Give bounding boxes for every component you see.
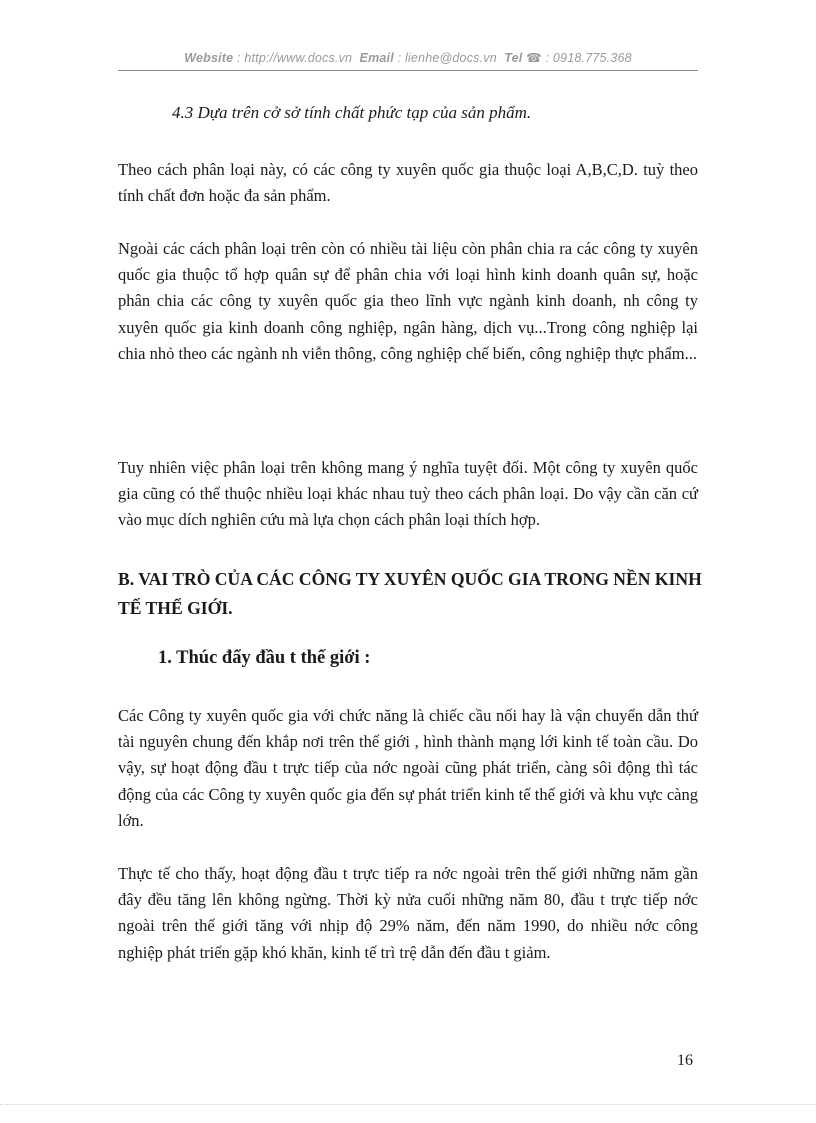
page-header: [0, 50, 816, 65]
tel-label: Tel: [504, 51, 523, 65]
page-bottom-border: [0, 1104, 816, 1105]
header-divider: [118, 70, 698, 71]
website-value: : http://www.docs.vn: [237, 51, 353, 65]
tel-value: ☎ : 0918.775.368: [526, 51, 632, 65]
subsection-title: 1. Thúc đẩy đầu t thế giới :: [158, 648, 371, 668]
section-title: B. VAI TRÒ CỦA CÁC CÔNG TY XUYÊN QUỐC GIA TRONG NỀN KINH TẾ THẾ GIỚI.: [118, 569, 702, 618]
paragraph: Theo cách phân loại này, có các công ty xuyên quốc gia thuộc loại A,B,C,D. tuỳ theo tính chất đơn hoặc đa sản phẩm.: [118, 160, 698, 206]
paragraph: Các Công ty xuyên quốc gia với chức năng là chiếc cầu nối hay là vận chuyển dẫn thứ tài nguyên chung đến khắp nơi trên thế giới , hình thành mạng lới kinh tế toàn cầu. Do vậy, sự hoạt động đầu t trực tiếp của nớc ngoài cũng phát triển, càng sôi động thì tác động của các Công ty xuyên quốc gia đến sự phát triển kinh tế thế giới và khu vực càng lớn.: [118, 706, 698, 830]
email-value: : lienhe@docs.vn: [397, 51, 497, 65]
paragraph: Thực tế cho thấy, hoạt động đầu t trực tiếp ra nớc ngoài trên thế giới những năm gần đây đều tăng lên không ngừng. Thời kỳ nửa cuối những năm 80, đầu t trực tiếp nớc ngoài trên thế giới tăng với nhịp độ 29% năm, đến năm 1990, do nhiều nớc công nghiệp phát triển gặp khó khăn, kinh tế trì trệ dẫn đến đầu t giảm.: [118, 864, 698, 962]
email-label: Email: [359, 51, 394, 65]
page-number: 16: [677, 1052, 693, 1069]
paragraph: Tuy nhiên việc phân loại trên không mang ý nghĩa tuyệt đối. Một công ty xuyên quốc gia cũng có thể thuộc nhiều loại khác nhau tuỳ theo cách phân loại. Do vậy cần căn cứ vào mục dích nghiên cứu mà lựa chọn cách phân loại thích hợp.: [118, 458, 698, 530]
subheading: 4.3 Dựa trên cở sở tính chất phức tạp của sản phẩm.: [172, 103, 532, 122]
website-label: Website: [184, 51, 234, 65]
paragraph: Ngoài các cách phân loại trên còn có nhiều tài liệu còn phân chia ra các công ty xuyên quốc gia thuộc tổ hợp quân sự để phân chia với loại hình kinh doanh quân sự, hoặc phân chia các công ty xuyên quốc gia theo lĩnh vực ngành kinh doanh, nh công ty xuyên quốc gia kinh doanh công nghiệp, ngân hàng, dịch vụ...Trong công nghiệp lại chia nhỏ theo các ngành nh viễn thông, công nghiệp chế biến, công nghiệp thực phẩm...: [118, 239, 698, 363]
